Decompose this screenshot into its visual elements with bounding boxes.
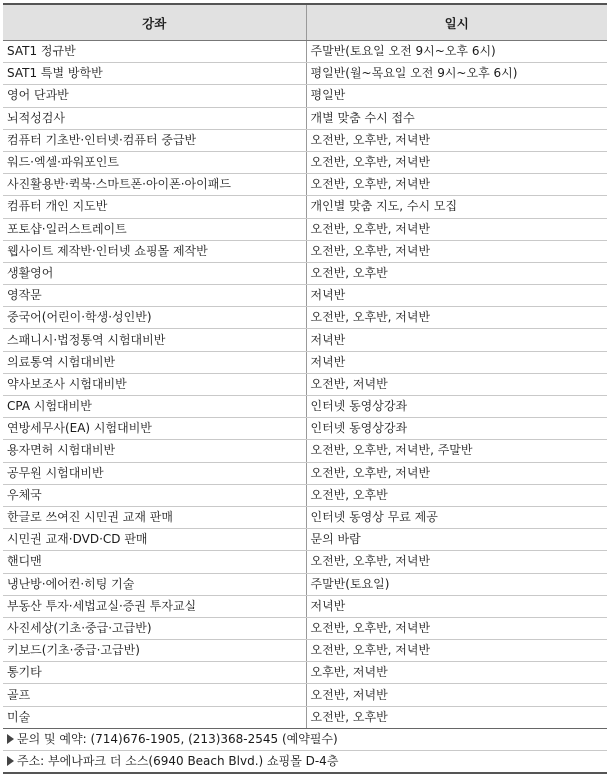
schedule-cell: 문의 바람 <box>306 529 607 551</box>
table-row <box>3 218 607 240</box>
table-body <box>3 41 607 729</box>
schedule-cell: 오전반, 오후반 <box>306 262 607 284</box>
course-cell: 통기타 <box>3 662 306 684</box>
table-row <box>3 129 607 151</box>
table-row <box>3 551 607 573</box>
course-cell: 워드·엑셀·파워포인트 <box>3 151 306 173</box>
course-cell: 미술 <box>3 706 306 728</box>
course-cell: 용자면허 시험대비반 <box>3 440 306 462</box>
course-cell: 중국어(어린이·학생·성인반) <box>3 307 306 329</box>
course-cell: CPA 시험대비반 <box>3 396 306 418</box>
schedule-cell: 오전반, 오후반, 저녁반 <box>306 551 607 573</box>
info-footer <box>3 729 607 774</box>
contact-text: 문의 및 예약: (714)676-1905, (213)368-2545 (예약필수) <box>17 731 338 746</box>
address-line <box>3 751 607 774</box>
schedule-cell: 주말반(토요일 오전 9시~오후 6시) <box>306 41 607 63</box>
schedule-cell: 저녁반 <box>306 351 607 373</box>
course-cell: 컴퓨터 개인 지도반 <box>3 196 306 218</box>
table-row <box>3 617 607 639</box>
course-cell: SAT1 정규반 <box>3 41 306 63</box>
course-cell: 우체국 <box>3 484 306 506</box>
table-row <box>3 640 607 662</box>
table-row <box>3 307 607 329</box>
table-row <box>3 684 607 706</box>
schedule-cell: 오전반, 오후반, 저녁반 <box>306 640 607 662</box>
schedule-cell: 주말반(토요일) <box>306 573 607 595</box>
contact-line <box>3 729 607 751</box>
table-row <box>3 107 607 129</box>
address-text: 주소: 부에나파크 더 소스(6940 Beach Blvd.) 쇼핑몰 D-4층 <box>17 753 339 768</box>
schedule-cell: 오전반, 오후반, 저녁반 <box>306 218 607 240</box>
schedule-cell: 개인별 맞춤 지도, 수시 모집 <box>306 196 607 218</box>
course-cell: 포토샵·일러스트레이트 <box>3 218 306 240</box>
course-cell: 컴퓨터 기초반·인터넷·컴퓨터 중급반 <box>3 129 306 151</box>
schedule-cell: 인터넷 동영상 무료 제공 <box>306 506 607 528</box>
schedule-cell: 오전반, 오후반, 저녁반 <box>306 129 607 151</box>
table-row <box>3 196 607 218</box>
course-cell: 핸디맨 <box>3 551 306 573</box>
schedule-cell: 오전반, 오후반, 저녁반 <box>306 307 607 329</box>
schedule-cell: 저녁반 <box>306 285 607 307</box>
course-cell: 골프 <box>3 684 306 706</box>
schedule-cell: 저녁반 <box>306 329 607 351</box>
course-cell: 키보드(기초·중급·고급반) <box>3 640 306 662</box>
course-cell: 부동산 투자·세법교실·증권 투자교실 <box>3 595 306 617</box>
schedule-cell: 오전반, 오후반, 저녁반 <box>306 174 607 196</box>
course-cell: 영작문 <box>3 285 306 307</box>
triangle-bullet-icon <box>7 756 14 766</box>
table-row <box>3 151 607 173</box>
course-cell: 사진활용반·퀵북·스마트폰·아이폰·아이패드 <box>3 174 306 196</box>
schedule-cell: 오전반, 저녁반 <box>306 373 607 395</box>
schedule-cell: 오전반, 오후반 <box>306 484 607 506</box>
course-cell: 영어 단과반 <box>3 85 306 107</box>
schedule-cell: 저녁반 <box>306 595 607 617</box>
table-row <box>3 174 607 196</box>
course-cell: 공무원 시험대비반 <box>3 462 306 484</box>
course-cell: 시민권 교재·DVD·CD 판매 <box>3 529 306 551</box>
course-cell: 연방세무사(EA) 시험대비반 <box>3 418 306 440</box>
schedule-document <box>3 3 607 774</box>
table-row <box>3 285 607 307</box>
table-row <box>3 573 607 595</box>
table-row <box>3 706 607 728</box>
schedule-cell: 오전반, 오후반, 저녁반, 주말반 <box>306 440 607 462</box>
course-cell: SAT1 특별 방학반 <box>3 63 306 85</box>
schedule-cell: 평일반(월~목요일 오전 9시~오후 6시) <box>306 63 607 85</box>
schedule-cell: 오전반, 오후반, 저녁반 <box>306 617 607 639</box>
schedule-cell: 오전반, 오후반, 저녁반 <box>306 151 607 173</box>
course-cell: 한글로 쓰여진 시민권 교재 판매 <box>3 506 306 528</box>
schedule-cell: 오전반, 저녁반 <box>306 684 607 706</box>
course-cell: 스패니시·법정통역 시험대비반 <box>3 329 306 351</box>
schedule-cell: 오후반, 저녁반 <box>306 662 607 684</box>
course-cell: 냉난방·에어컨·히팅 기술 <box>3 573 306 595</box>
course-cell: 웹사이트 제작반·인터넷 쇼핑몰 제작반 <box>3 240 306 262</box>
table-row <box>3 462 607 484</box>
table-row <box>3 240 607 262</box>
course-cell: 생활영어 <box>3 262 306 284</box>
schedule-cell: 오전반, 오후반 <box>306 706 607 728</box>
table-row <box>3 351 607 373</box>
schedule-cell: 인터넷 동영상강좌 <box>306 418 607 440</box>
header-course: 강좌 <box>3 4 306 41</box>
triangle-bullet-icon <box>7 734 14 744</box>
course-cell: 사진세상(기초·중급·고급반) <box>3 617 306 639</box>
course-cell: 약사보조사 시험대비반 <box>3 373 306 395</box>
table-row <box>3 373 607 395</box>
table-row <box>3 595 607 617</box>
table-row <box>3 262 607 284</box>
course-cell: 의료통역 시험대비반 <box>3 351 306 373</box>
table-row <box>3 329 607 351</box>
course-cell: 뇌적성검사 <box>3 107 306 129</box>
schedule-cell: 인터넷 동영상강좌 <box>306 396 607 418</box>
table-row <box>3 85 607 107</box>
schedule-cell: 오전반, 오후반, 저녁반 <box>306 240 607 262</box>
table-row <box>3 484 607 506</box>
schedule-cell: 평일반 <box>306 85 607 107</box>
table-row <box>3 662 607 684</box>
table-row <box>3 396 607 418</box>
course-schedule-table <box>3 3 607 729</box>
table-row <box>3 63 607 85</box>
table-row <box>3 506 607 528</box>
schedule-cell: 오전반, 오후반, 저녁반 <box>306 462 607 484</box>
table-row <box>3 41 607 63</box>
table-row <box>3 440 607 462</box>
header-schedule: 일시 <box>306 4 607 41</box>
table-header-row <box>3 4 607 41</box>
table-row <box>3 418 607 440</box>
schedule-cell: 개별 맞춤 수시 접수 <box>306 107 607 129</box>
table-row <box>3 529 607 551</box>
